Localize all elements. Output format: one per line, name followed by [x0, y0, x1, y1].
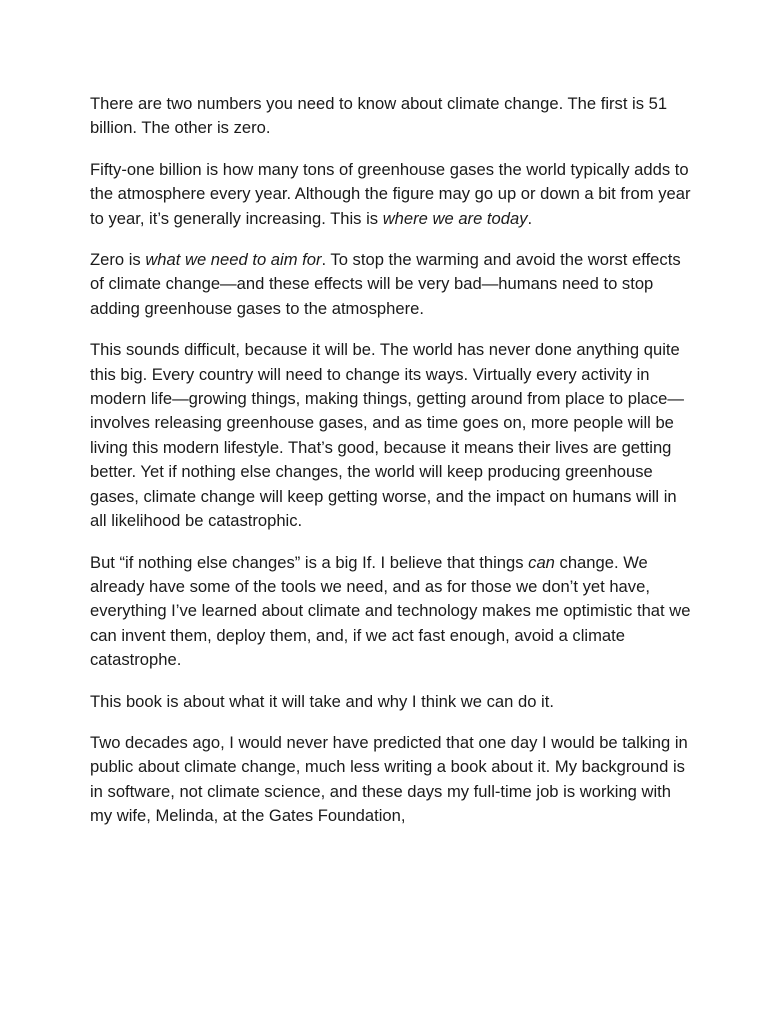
paragraph-text: There are two numbers you need to know about climate change. The first is 51 billion. The other is zero.: [90, 94, 668, 138]
document-body: [90, 92, 696, 846]
emphasis-text: where we are today: [382, 208, 528, 228]
paragraph-text: Zero is: [90, 250, 146, 270]
paragraph-text: .: [527, 208, 533, 228]
paragraph-text: change. We already have some of the tools we need, and as for those we don’t yet have, everything I’ve learned about climate and technology makes me optimistic that we can invent them, deploy them, and, if we act fast enough, avoid a climate catastrophe.: [90, 552, 691, 670]
paragraph-text: . To stop the warming and avoid the worst effects of climate change—and these effects will be very bad—humans need to stop adding greenhouse gases to the atmosphere.: [90, 250, 681, 318]
paragraph-text: Fifty-one billion is how many tons of greenhouse gases the world typically adds to the atmosphere every year. Although the figure may go up or down a bit from year to year, it’s generally increasing. This is: [90, 159, 691, 228]
paragraph-3: [90, 248, 696, 321]
emphasis-text: what we need to aim for: [145, 250, 322, 270]
paragraph-text: This book is about what it will take and why I think we can do it.: [90, 691, 554, 711]
paragraph-1: [90, 92, 696, 141]
paragraph-text: Two decades ago, I would never have predicted that one day I would be talking in public about climate change, much less writing a book about it. My background is in software, not climate science, and these days my full-time job is working with my wife, Melinda, at the Gates Foundation,: [90, 732, 688, 826]
emphasis-text: can: [528, 552, 555, 572]
paragraph-6: [90, 690, 696, 714]
paragraph-7: [90, 731, 696, 829]
paragraph-5: [90, 551, 696, 673]
paragraph-text: But “if nothing else changes” is a big If. I believe that things: [90, 552, 529, 572]
paragraph-text: This sounds difficult, because it will be. The world has never done anything quite this big. Every country will need to change its ways. Virtually every activity in modern life—growing things, making things, getting around from place to place—involves releasing greenhouse gases, and as time goes on, more people will be living this modern lifestyle. That’s good, because it means their lives are getting better. Yet if nothing else changes, the world will keep producing greenhouse gases, climate change will keep getting worse, and the impact on humans will in all likelihood be catastrophic.: [90, 340, 685, 531]
paragraph-2: [90, 158, 696, 231]
paragraph-4: [90, 338, 696, 533]
